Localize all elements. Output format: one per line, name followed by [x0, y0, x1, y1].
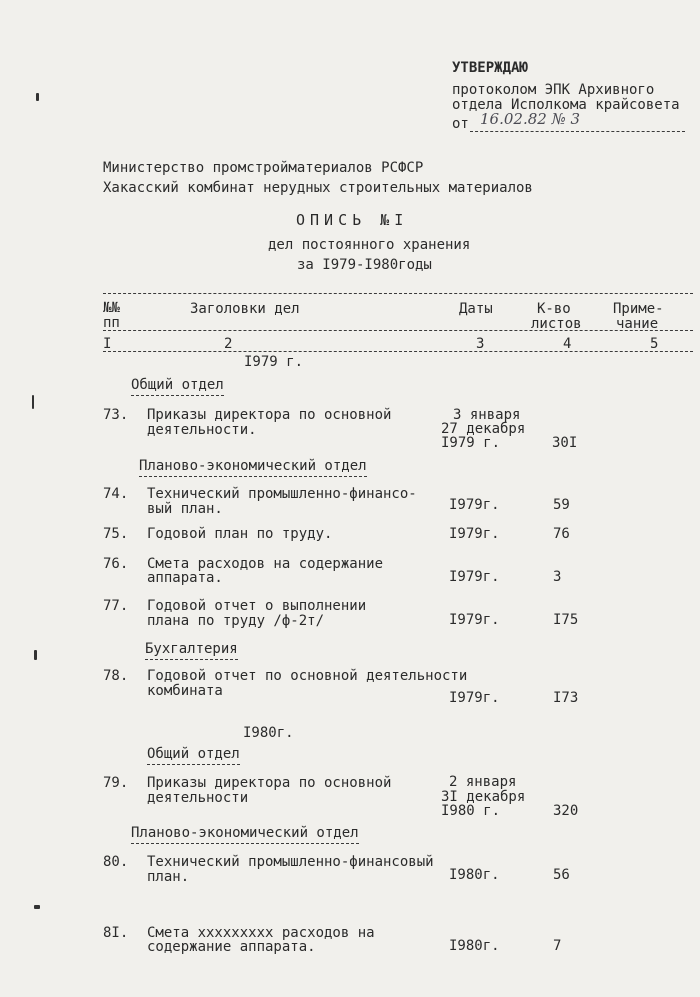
- row-75-title-1: Годовой план по труду.: [147, 526, 333, 542]
- table-colnum-rule: [103, 351, 693, 352]
- header-note-top: Приме-: [613, 301, 664, 317]
- section-planning-1979: Планово-экономический отдел: [139, 457, 367, 477]
- row-74-date: I979г.: [449, 497, 500, 513]
- table-top-rule: [103, 293, 693, 294]
- row-79-num: 79.: [103, 775, 129, 791]
- header-count-top: К-во: [537, 301, 571, 317]
- section-accounting: Бухгалтерия: [145, 640, 238, 660]
- approval-handwritten-date: 16.02.82 № 3: [480, 110, 581, 128]
- header-count-bottom: листов: [531, 316, 582, 332]
- organization-name: Хакасский комбинат нерудных строительных материалов: [103, 180, 533, 196]
- row-75-date: I979г.: [449, 526, 500, 542]
- col-number-3: 3: [476, 336, 485, 352]
- row-77-title-2: плана по труду /ф-2т/: [147, 613, 325, 629]
- row-74-count: 59: [553, 497, 570, 513]
- row-73-title-1: Приказы директора по основной: [147, 407, 392, 423]
- approval-line-2: отдела Исполкома крайсовета: [452, 97, 680, 113]
- row-81-title-1: Смета ххххххххх расходов на: [147, 925, 375, 941]
- col-number-1: I: [103, 336, 112, 352]
- row-81-num: 8I.: [103, 925, 129, 941]
- row-73-date-3: I979 г.: [441, 435, 501, 451]
- ministry-name: Министерство промстройматериалов РСФСР: [103, 160, 424, 176]
- row-79-date-2: 3I декабря: [441, 789, 526, 805]
- row-77-date: I979г.: [449, 612, 500, 628]
- section-planning-1980: Планово-экономический отдел: [131, 824, 359, 844]
- col-number-4: 4: [563, 336, 572, 352]
- row-80-num: 80.: [103, 854, 129, 870]
- col-number-5: 5: [650, 336, 659, 352]
- col-number-2: 2: [224, 336, 233, 352]
- row-74-title-2: вый план.: [147, 501, 223, 517]
- row-75-num: 75.: [103, 526, 129, 542]
- header-num-top: №№: [103, 300, 120, 316]
- row-80-count: 56: [553, 867, 570, 883]
- margin-mark: [34, 905, 40, 909]
- row-77-count: I75: [553, 612, 579, 628]
- section-general-1980: Общий отдел: [147, 745, 240, 765]
- approval-signature-line: [470, 131, 685, 132]
- inventory-title: ОПИСЬ №I: [296, 211, 409, 229]
- header-num-bottom: пп: [103, 315, 120, 331]
- margin-mark: [32, 395, 34, 409]
- row-73-date-2: 27 декабря: [441, 421, 526, 437]
- row-79-date-3: I980 г.: [441, 803, 501, 819]
- header-note-bottom: чание: [616, 316, 659, 332]
- row-76-num: 76.: [103, 556, 129, 572]
- inventory-period: за I979-I980годы: [297, 257, 432, 273]
- year-1979: I979 г.: [244, 354, 304, 370]
- margin-mark: [36, 93, 39, 101]
- header-dates: Даты: [459, 301, 493, 317]
- year-1980: I980г.: [243, 725, 294, 741]
- row-79-title-1: Приказы директора по основной: [147, 775, 392, 791]
- row-74-title-1: Технический промышленно-финансо-: [147, 486, 417, 502]
- row-79-count: 320: [553, 803, 579, 819]
- row-78-num: 78.: [103, 668, 129, 684]
- row-76-title-1: Смета расходов на содержание: [147, 556, 384, 572]
- inventory-subtitle: дел постоянного хранения: [268, 237, 471, 253]
- table-header-rule: [103, 330, 693, 331]
- approval-line-1: протоколом ЭПК Архивного: [452, 82, 655, 98]
- row-73-count: 30I: [552, 435, 578, 451]
- margin-mark: [34, 650, 37, 660]
- row-76-date: I979г.: [449, 569, 500, 585]
- row-77-num: 77.: [103, 598, 129, 614]
- row-80-title-2: план.: [147, 869, 190, 885]
- row-78-title-1: Годовой отчет по основной деятельности: [147, 668, 468, 684]
- row-79-date-1: 2 января: [449, 774, 517, 790]
- row-73-date-1: 3 января: [453, 407, 521, 423]
- section-general-1979: Общий отдел: [131, 376, 224, 396]
- row-78-date: I979г.: [449, 690, 500, 706]
- row-79-title-2: деятельности: [147, 790, 249, 806]
- header-title: Заголовки дел: [190, 301, 300, 317]
- row-74-num: 74.: [103, 486, 129, 502]
- row-81-count: 7: [553, 938, 562, 954]
- row-81-date: I980г.: [449, 938, 500, 954]
- row-73-title-2: деятельности.: [147, 422, 257, 438]
- row-77-title-1: Годовой отчет о выполнении: [147, 598, 367, 614]
- row-76-count: 3: [553, 569, 562, 585]
- row-81-title-2: содержание аппарата.: [147, 939, 316, 955]
- row-80-title-1: Технический промышленно-финансовый: [147, 854, 434, 870]
- approval-line-3-prefix: от: [452, 116, 469, 132]
- row-80-date: I980г.: [449, 867, 500, 883]
- row-78-title-2: комбината: [147, 683, 223, 699]
- row-73-num: 73.: [103, 407, 129, 423]
- approval-title: УТВЕРЖДАЮ: [452, 60, 528, 76]
- row-76-title-2: аппарата.: [147, 570, 223, 586]
- row-75-count: 76: [553, 526, 570, 542]
- row-78-count: I73: [553, 690, 579, 706]
